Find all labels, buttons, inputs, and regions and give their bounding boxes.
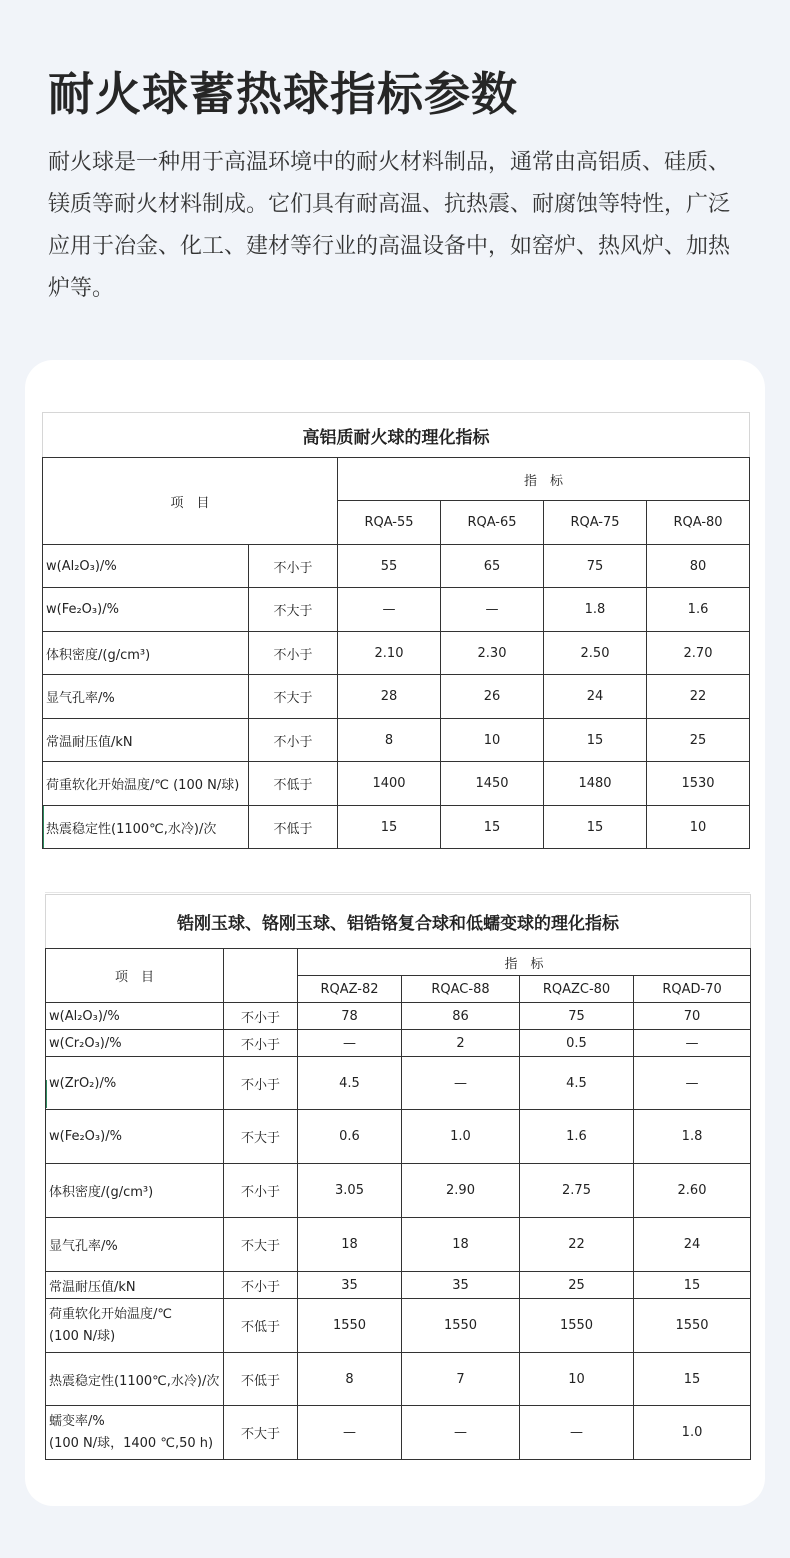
table-row bbox=[43, 719, 750, 762]
limit-cell: 不小于 bbox=[249, 719, 338, 762]
grade-header: RQA-55 bbox=[338, 501, 441, 545]
value-cell: 78 bbox=[298, 1003, 402, 1030]
item-cell: 常温耐压值/kN bbox=[46, 1272, 224, 1299]
value-cell: 70 bbox=[634, 1003, 751, 1030]
value-cell: 35 bbox=[402, 1272, 520, 1299]
item-line: 蠕变率/% bbox=[49, 1413, 105, 1429]
limit-cell: 不小于 bbox=[249, 632, 338, 675]
value-cell: 24 bbox=[634, 1218, 751, 1272]
value-cell: 1450 bbox=[441, 762, 544, 806]
value-cell: 2.70 bbox=[647, 632, 750, 675]
value-cell: — bbox=[338, 588, 441, 632]
table-row bbox=[43, 806, 750, 849]
table-row bbox=[46, 1299, 751, 1353]
value-cell: — bbox=[634, 1030, 751, 1057]
value-cell: 1550 bbox=[520, 1299, 634, 1353]
value-cell: 22 bbox=[520, 1218, 634, 1272]
value-cell: 75 bbox=[520, 1003, 634, 1030]
value-cell: 1.8 bbox=[544, 588, 647, 632]
value-cell: 75 bbox=[544, 545, 647, 588]
value-cell: 1550 bbox=[298, 1299, 402, 1353]
value-cell: 2.75 bbox=[520, 1164, 634, 1218]
value-cell: 4.5 bbox=[520, 1057, 634, 1110]
table-row bbox=[43, 762, 750, 806]
limit-cell: 不低于 bbox=[249, 806, 338, 849]
value-cell: 15 bbox=[544, 719, 647, 762]
value-cell: 1.8 bbox=[634, 1110, 751, 1164]
item-line: (100 N/球，1400 ℃,50 h) bbox=[49, 1435, 214, 1451]
item-header: 项 目 bbox=[46, 949, 224, 1003]
limit-cell: 不小于 bbox=[224, 1030, 298, 1057]
item-cell bbox=[46, 1299, 224, 1353]
table-row bbox=[46, 1110, 751, 1164]
value-cell: 22 bbox=[647, 675, 750, 719]
table-row bbox=[46, 1030, 751, 1057]
limit-cell: 不低于 bbox=[224, 1299, 298, 1353]
item-cell: w(Cr₂O₃)/% bbox=[46, 1030, 224, 1057]
limit-header bbox=[224, 949, 298, 1003]
table-row bbox=[46, 1003, 751, 1030]
value-cell: 35 bbox=[298, 1272, 402, 1299]
grade-header: RQAD-70 bbox=[634, 976, 751, 1003]
value-cell: 10 bbox=[441, 719, 544, 762]
value-cell: 1.6 bbox=[647, 588, 750, 632]
value-cell: 25 bbox=[647, 719, 750, 762]
item-cell: w(ZrO₂)/% bbox=[46, 1057, 224, 1110]
value-cell: 15 bbox=[441, 806, 544, 849]
table-row bbox=[46, 1272, 751, 1299]
value-cell: — bbox=[520, 1406, 634, 1460]
value-cell: 1400 bbox=[338, 762, 441, 806]
grade-header: RQA-75 bbox=[544, 501, 647, 545]
item-cell: w(Fe₂O₃)/% bbox=[46, 1110, 224, 1164]
limit-cell: 不小于 bbox=[224, 1003, 298, 1030]
table-row bbox=[46, 1353, 751, 1406]
value-cell: 24 bbox=[544, 675, 647, 719]
value-cell: 2.30 bbox=[441, 632, 544, 675]
value-cell: — bbox=[298, 1406, 402, 1460]
value-cell: 28 bbox=[338, 675, 441, 719]
item-cell: 显气孔率/% bbox=[46, 1218, 224, 1272]
limit-cell: 不小于 bbox=[224, 1272, 298, 1299]
zirconia-corundum-table bbox=[45, 894, 751, 1460]
value-cell: 2 bbox=[402, 1030, 520, 1057]
limit-cell: 不大于 bbox=[224, 1110, 298, 1164]
item-cell: 体积密度/(g/cm³) bbox=[43, 632, 249, 675]
limit-cell: 不小于 bbox=[249, 545, 338, 588]
limit-cell: 不大于 bbox=[249, 675, 338, 719]
item-cell: w(Al₂O₃)/% bbox=[43, 545, 249, 588]
value-cell: 18 bbox=[402, 1218, 520, 1272]
value-cell: 2.50 bbox=[544, 632, 647, 675]
item-cell bbox=[46, 1406, 224, 1460]
table-row bbox=[43, 675, 750, 719]
value-cell: — bbox=[441, 588, 544, 632]
item-cell: 显气孔率/% bbox=[43, 675, 249, 719]
limit-cell: 不小于 bbox=[224, 1057, 298, 1110]
value-cell: 1.6 bbox=[520, 1110, 634, 1164]
item-cell: 热震稳定性(1100℃,水冷)/次 bbox=[43, 806, 249, 849]
limit-cell: 不大于 bbox=[224, 1406, 298, 1460]
item-cell: w(Fe₂O₃)/% bbox=[43, 588, 249, 632]
value-cell: 80 bbox=[647, 545, 750, 588]
value-cell: 3.05 bbox=[298, 1164, 402, 1218]
value-cell: 0.6 bbox=[298, 1110, 402, 1164]
index-header: 指 标 bbox=[298, 949, 751, 976]
high-alumina-table bbox=[42, 412, 750, 849]
item-cell: 荷重软化开始温度/℃ (100 N/球) bbox=[43, 762, 249, 806]
value-cell: 8 bbox=[298, 1353, 402, 1406]
item-cell: w(Al₂O₃)/% bbox=[46, 1003, 224, 1030]
value-cell: 18 bbox=[298, 1218, 402, 1272]
table-row bbox=[46, 1164, 751, 1218]
value-cell: 2.60 bbox=[634, 1164, 751, 1218]
item-line: (100 N/球) bbox=[49, 1328, 116, 1344]
table-row bbox=[43, 588, 750, 632]
table-row bbox=[46, 1057, 751, 1110]
page-title: 耐火球蓄热球指标参数 bbox=[48, 67, 518, 121]
value-cell: 0.5 bbox=[520, 1030, 634, 1057]
value-cell: 26 bbox=[441, 675, 544, 719]
value-cell: 10 bbox=[520, 1353, 634, 1406]
intro-paragraph: 耐火球是一种用于高温环境中的耐火材料制品，通常由高铝质、硅质、镁质等耐火材料制成。它们具有耐高温、抗热震、耐腐蚀等特性，广泛应用于冶金、化工、建材等行业的高温设备中，如窑炉、热风炉、加热炉等。 bbox=[48, 150, 731, 301]
item-header: 项 目 bbox=[43, 458, 338, 545]
value-cell: 15 bbox=[634, 1272, 751, 1299]
limit-cell: 不大于 bbox=[224, 1218, 298, 1272]
item-cell: 体积密度/(g/cm³) bbox=[46, 1164, 224, 1218]
value-cell: 10 bbox=[647, 806, 750, 849]
value-cell: 1530 bbox=[647, 762, 750, 806]
value-cell: 15 bbox=[634, 1353, 751, 1406]
grade-header: RQAZC-80 bbox=[520, 976, 634, 1003]
value-cell: 15 bbox=[544, 806, 647, 849]
table-title: 锆刚玉球、铬刚玉球、铝锆铬复合球和低蠕变球的理化指标 bbox=[46, 895, 751, 949]
grade-header: RQAC-88 bbox=[402, 976, 520, 1003]
value-cell: 1550 bbox=[402, 1299, 520, 1353]
grade-header: RQA-65 bbox=[441, 501, 544, 545]
value-cell: — bbox=[634, 1057, 751, 1110]
grade-header: RQA-80 bbox=[647, 501, 750, 545]
value-cell: 1550 bbox=[634, 1299, 751, 1353]
table-row bbox=[46, 1406, 751, 1460]
value-cell: 1.0 bbox=[634, 1406, 751, 1460]
value-cell: 15 bbox=[338, 806, 441, 849]
value-cell: 1.0 bbox=[402, 1110, 520, 1164]
table-title: 高铝质耐火球的理化指标 bbox=[43, 413, 750, 458]
value-cell: 8 bbox=[338, 719, 441, 762]
table-row bbox=[43, 545, 750, 588]
value-cell: 65 bbox=[441, 545, 544, 588]
value-cell: 25 bbox=[520, 1272, 634, 1299]
value-cell: — bbox=[402, 1406, 520, 1460]
item-line: 荷重软化开始温度/℃ bbox=[49, 1306, 172, 1322]
limit-cell: 不低于 bbox=[249, 762, 338, 806]
value-cell: — bbox=[402, 1057, 520, 1110]
value-cell: 1480 bbox=[544, 762, 647, 806]
limit-cell: 不大于 bbox=[249, 588, 338, 632]
index-header: 指 标 bbox=[338, 458, 750, 501]
value-cell: 2.10 bbox=[338, 632, 441, 675]
spec-card bbox=[25, 360, 765, 1506]
item-cell: 常温耐压值/kN bbox=[43, 719, 249, 762]
value-cell: 4.5 bbox=[298, 1057, 402, 1110]
table-row bbox=[46, 1218, 751, 1272]
limit-cell: 不低于 bbox=[224, 1353, 298, 1406]
value-cell: 2.90 bbox=[402, 1164, 520, 1218]
limit-cell: 不小于 bbox=[224, 1164, 298, 1218]
grade-header: RQAZ-82 bbox=[298, 976, 402, 1003]
table-row bbox=[43, 632, 750, 675]
value-cell: 86 bbox=[402, 1003, 520, 1030]
value-cell: 7 bbox=[402, 1353, 520, 1406]
value-cell: 55 bbox=[338, 545, 441, 588]
value-cell: — bbox=[298, 1030, 402, 1057]
item-cell: 热震稳定性(1100℃,水冷)/次 bbox=[46, 1353, 224, 1406]
